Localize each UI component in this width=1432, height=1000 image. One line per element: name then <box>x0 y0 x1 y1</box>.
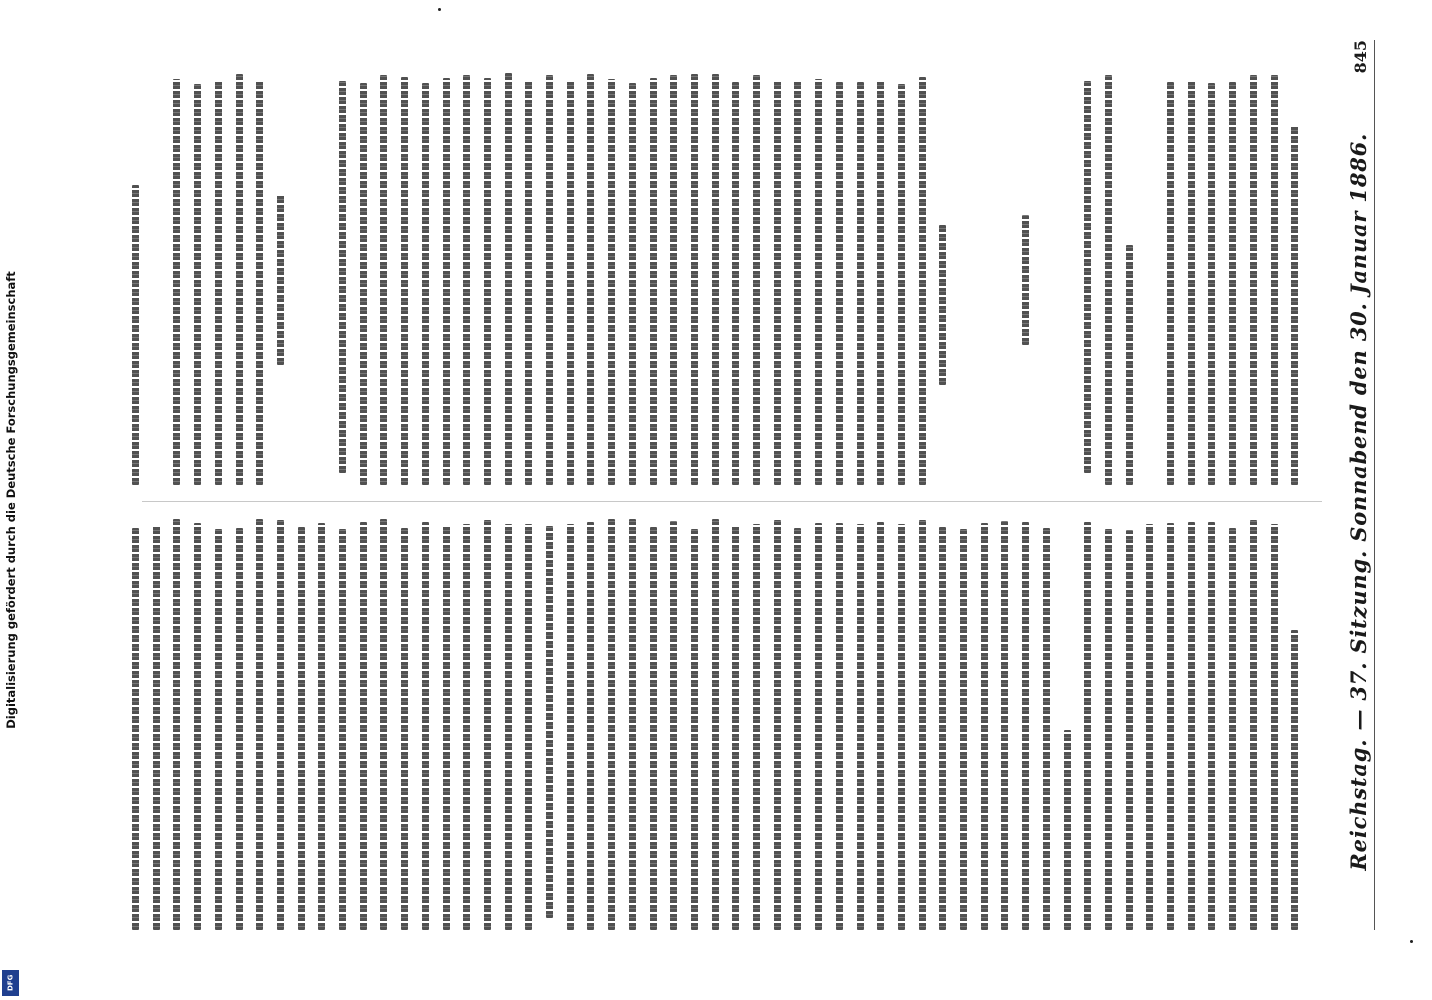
text-line <box>1022 522 1029 930</box>
text-line <box>567 81 574 485</box>
text-line <box>1229 528 1236 930</box>
text-line <box>670 75 677 485</box>
text-line <box>525 524 532 930</box>
scan-speck <box>1410 940 1413 943</box>
digitization-notice-strip <box>0 0 23 1000</box>
text-line <box>484 78 491 485</box>
text-line <box>919 520 926 930</box>
text-line <box>360 522 367 930</box>
text-line <box>1084 522 1091 930</box>
page-number: 845 <box>1351 40 1370 74</box>
text-line <box>1126 245 1133 485</box>
text-line <box>277 520 284 930</box>
text-line <box>1291 125 1298 485</box>
text-line <box>857 82 864 485</box>
text-line <box>1043 528 1050 930</box>
text-line <box>173 79 180 485</box>
text-line <box>484 520 491 930</box>
text-line <box>712 74 719 485</box>
text-line <box>1064 730 1071 930</box>
text-line <box>857 524 864 930</box>
text-line <box>691 529 698 930</box>
text-line <box>608 79 615 485</box>
text-line <box>815 79 822 485</box>
text-line <box>463 75 470 485</box>
text-line <box>318 523 325 930</box>
text-line <box>339 81 346 473</box>
text-line <box>1250 75 1257 485</box>
text-line <box>981 523 988 930</box>
text-line <box>691 74 698 485</box>
text-line <box>339 529 346 930</box>
text-line <box>132 528 139 930</box>
text-line <box>215 529 222 930</box>
text-line <box>1188 80 1195 485</box>
text-line <box>360 83 367 485</box>
text-line <box>877 522 884 930</box>
text-line <box>422 83 429 485</box>
text-line <box>587 522 594 930</box>
text-line <box>629 83 636 485</box>
text-line <box>877 81 884 485</box>
text-line <box>1271 75 1278 485</box>
text-line <box>1105 529 1112 930</box>
text-line <box>939 527 946 930</box>
text-line <box>277 195 284 365</box>
text-line <box>1167 523 1174 930</box>
text-line <box>712 519 719 930</box>
text-line <box>443 78 450 485</box>
text-line <box>1188 522 1195 930</box>
text-line <box>463 524 470 930</box>
text-line <box>173 519 180 930</box>
text-line <box>525 80 532 485</box>
text-line <box>794 528 801 930</box>
text-line <box>422 522 429 930</box>
text-line <box>753 75 760 485</box>
text-line <box>587 74 594 485</box>
text-line <box>380 519 387 930</box>
page-header <box>1340 40 1375 930</box>
text-line <box>774 81 781 485</box>
text-line <box>256 519 263 930</box>
text-line <box>546 526 553 918</box>
text-line <box>960 529 967 930</box>
text-line <box>939 225 946 385</box>
text-line <box>1022 215 1029 345</box>
text-line <box>1208 522 1215 930</box>
text-line <box>1250 520 1257 930</box>
text-line <box>236 528 243 930</box>
text-line <box>836 523 843 930</box>
scan-speck <box>438 8 441 11</box>
text-line <box>836 82 843 485</box>
text-line <box>215 80 222 485</box>
text-line <box>732 82 739 485</box>
text-line <box>1167 82 1174 485</box>
text-column-left <box>132 515 1332 930</box>
text-line <box>443 525 450 930</box>
digitization-notice-text: Digitalisierung gefördert durch die Deutsche Forschungsgemeinschaft <box>4 271 18 729</box>
text-line <box>298 527 305 930</box>
text-line <box>153 525 160 930</box>
text-line <box>774 520 781 930</box>
text-line <box>380 75 387 485</box>
page-header-title: Reichstag. — 37. Sitzung. Sonnabend den 30. Januar 1886. <box>1346 132 1371 871</box>
text-column-right <box>132 70 1332 485</box>
text-line <box>1146 524 1153 930</box>
text-line <box>650 527 657 930</box>
text-line <box>567 524 574 930</box>
text-line <box>1084 81 1091 473</box>
text-line <box>505 524 512 930</box>
text-line <box>132 185 139 485</box>
text-line <box>1126 530 1133 930</box>
text-line <box>670 521 677 930</box>
text-line <box>194 523 201 930</box>
column-divider <box>142 501 1322 502</box>
scanned-page <box>22 0 1430 1000</box>
text-line <box>194 84 201 485</box>
text-line <box>546 75 553 485</box>
text-line <box>1291 630 1298 930</box>
text-line <box>650 78 657 485</box>
text-line <box>1208 83 1215 485</box>
text-line <box>236 74 243 485</box>
text-line <box>898 84 905 485</box>
text-line <box>256 81 263 485</box>
text-line <box>753 524 760 930</box>
text-line <box>629 519 636 930</box>
text-line <box>898 524 905 930</box>
text-line <box>608 519 615 930</box>
text-line <box>505 73 512 485</box>
text-line <box>919 77 926 485</box>
text-line <box>1105 75 1112 485</box>
text-line <box>1229 82 1236 485</box>
text-line <box>732 525 739 930</box>
text-line <box>1271 524 1278 930</box>
text-line <box>794 81 801 485</box>
text-line <box>401 528 408 930</box>
text-line <box>1001 521 1008 930</box>
dfg-logo-icon: DFG <box>2 970 19 996</box>
text-line <box>401 77 408 485</box>
text-line <box>815 523 822 930</box>
